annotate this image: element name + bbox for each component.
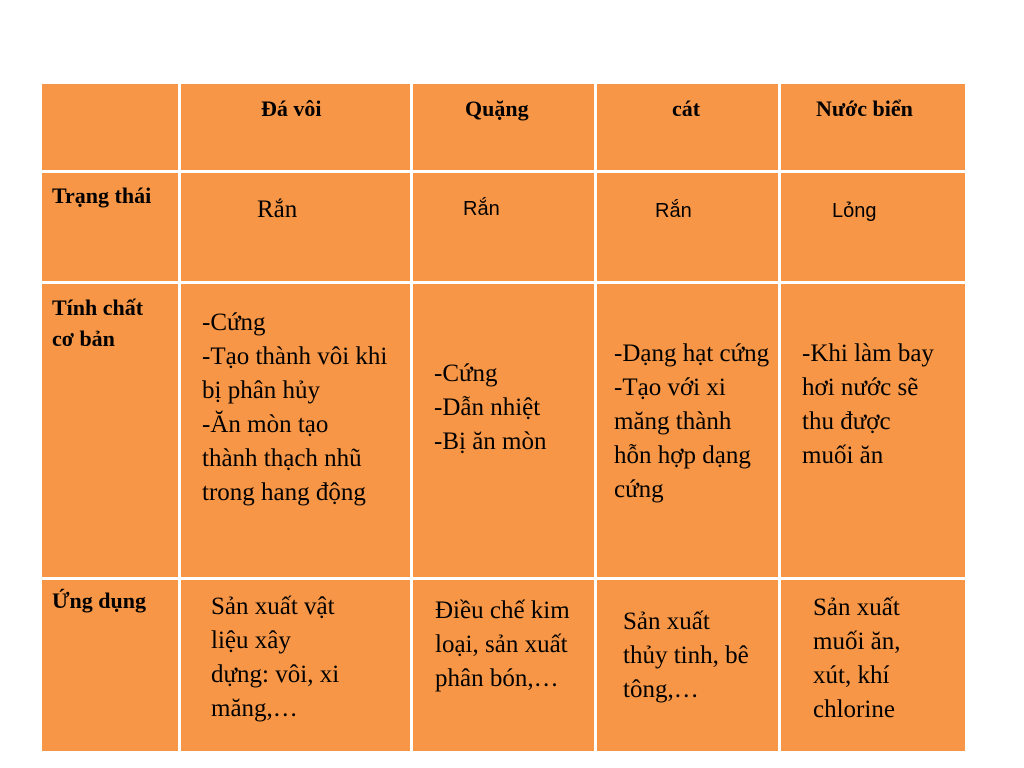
header-da-voi: Đá vôi (261, 96, 322, 121)
comparison-table (42, 84, 965, 751)
header-cell-da-voi (181, 84, 410, 170)
value-ung-dung-da-voi: Sản xuất vật liệu xây dựng: vôi, xi măng,… (211, 593, 340, 722)
value-tinh-chat-quang: -Cứng -Dẫn nhiệt -Bị ăn mòn (434, 360, 547, 455)
value-trang-thai-cat: Rắn (655, 200, 692, 222)
value-tinh-chat-cat: -Dạng hạt cứng -Tạo với xi măng thành hỗn hợp dạng cứng (614, 340, 770, 503)
row-label-cell-trang-thai (42, 173, 178, 281)
cell-tinh-chat-cat (597, 284, 778, 577)
header-cell-cat (597, 84, 778, 170)
cell-ung-dung-nuoc-bien (781, 580, 965, 751)
cell-trang-thai-da-voi (181, 173, 410, 281)
cell-trang-thai-nuoc-bien (781, 173, 965, 281)
row-label-cell-ung-dung (42, 580, 178, 751)
value-ung-dung-cat: Sản xuất thủy tinh, bê tông,… (623, 608, 749, 703)
row-label-ung-dung: Ứng dụng (52, 588, 146, 613)
value-ung-dung-quang: Điều chế kim loại, sản xuất phân bón,… (435, 597, 570, 692)
cell-ung-dung-quang (413, 580, 594, 751)
value-trang-thai-quang: Rắn (463, 198, 500, 220)
cell-ung-dung-da-voi (181, 580, 410, 751)
header-cell-nuoc-bien (781, 84, 965, 170)
cell-trang-thai-quang (413, 173, 594, 281)
row-label-cell-tinh-chat (42, 284, 178, 577)
header-quang: Quặng (465, 96, 529, 121)
cell-tinh-chat-da-voi (181, 284, 410, 577)
cell-tinh-chat-quang (413, 284, 594, 577)
cell-ung-dung-cat (597, 580, 778, 751)
cell-tinh-chat-nuoc-bien (781, 284, 965, 577)
value-ung-dung-nuoc-bien: Sản xuất muối ăn, xút, khí chlorine (813, 594, 901, 723)
header-nuoc-bien: Nước biển (816, 96, 913, 121)
value-tinh-chat-da-voi: -Cứng -Tạo thành vôi khi bị phân hủy -Ăn mòn tạo thành thạch nhũ trong hang động (202, 309, 388, 506)
row-label-trang-thai: Trạng thái (52, 183, 152, 208)
value-tinh-chat-nuoc-bien: -Khi làm bay hơi nước sẽ thu được muối ăn (802, 340, 934, 469)
value-trang-thai-nuoc-bien: Lỏng (832, 200, 877, 222)
row-label-tinh-chat: Tính chất cơ bản (52, 295, 144, 351)
cell-trang-thai-cat (597, 173, 778, 281)
header-corner-cell (42, 84, 178, 170)
header-cat: cát (672, 96, 701, 121)
value-trang-thai-da-voi: Rắn (257, 196, 298, 223)
header-cell-quang (413, 84, 594, 170)
